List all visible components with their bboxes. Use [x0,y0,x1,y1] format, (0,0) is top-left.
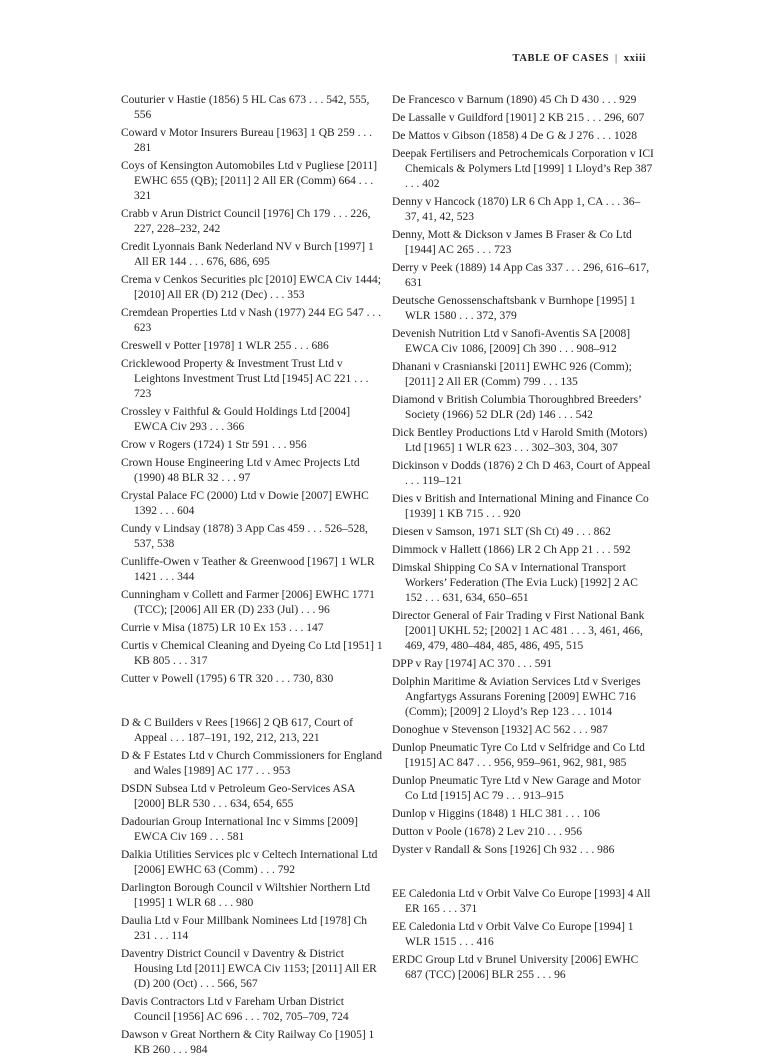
case-entry: Dimmock v Hallett (1866) LR 2 Ch App 21 . . . 592 [392,544,631,556]
case-entry: Derry v Peek (1889) 14 App Cas 337 . . . 296, 616–617, 631 [392,262,650,289]
case-entry: De Mattos v Gibson (1858) 4 De G & J 276 . . . 1028 [392,130,637,142]
case-entry: Cundy v Lindsay (1878) 3 App Cas 459 . . . 526–528, 537, 538 [121,523,368,550]
case-entry: Denny v Hancock (1870) LR 6 Ch App 1, CA . . . 36–37, 41, 42, 523 [392,196,641,223]
section-gap [392,861,654,887]
section-gap [121,690,383,716]
case-entry: Dyster v Randall & Sons [1926] Ch 932 . . . 986 [392,844,615,856]
case-entry: Crown House Engineering Ltd v Amec Projects Ltd (1990) 48 BLR 32 . . . 97 [121,457,360,484]
case-entry: Creswell v Potter [1978] 1 WLR 255 . . . 686 [121,340,329,352]
case-entry: Dawson v Great Northern & City Railway Co [1905] 1 KB 260 . . . 984 [121,1029,375,1056]
case-entry: Curtis v Chemical Cleaning and Dyeing Co Ltd [1951] 1 KB 805 . . . 317 [121,640,383,667]
case-entry: Crossley v Faithful & Gould Holdings Ltd [2004] EWCA Civ 293 . . . 366 [121,406,351,433]
case-entry: EE Caledonia Ltd v Orbit Valve Co Europe [1994] 1 WLR 1515 . . . 416 [392,921,634,948]
case-entry: Crabb v Arun District Council [1976] Ch 179 . . . 226, 227, 228–232, 242 [121,208,371,235]
case-entry: Daulia Ltd v Four Millbank Nominees Ltd [1978] Ch 231 . . . 114 [121,915,367,942]
case-entry: Davis Contractors Ltd v Fareham Urban District Council [1956] AC 696 . . . 702, 705–709, 724 [121,996,349,1023]
case-entry: Cutter v Powell (1795) 6 TR 320 . . . 730, 830 [121,673,334,685]
case-entry: Cunningham v Collett and Farmer [2006] EWHC 1771 (TCC); [2006] All ER (D) 233 (Jul) . . . 96 [121,589,375,616]
case-entry: Dunlop Pneumatic Tyre Co Ltd v Selfridge and Co Ltd [1915] AC 847 . . . 956, 959–961, 962, 981, 985 [392,742,645,769]
case-entry: Dalkia Utilities Services plc v Celtech International Ltd [2006] EWHC 63 (Comm) . . . 792 [121,849,378,876]
case-entry: Dies v British and International Mining and Finance Co [1939] 1 KB 715 . . . 920 [392,493,649,520]
case-entry: Dhanani v Crasnianski [2011] EWHC 926 (Comm); [2011] 2 All ER (Comm) 799 . . . 135 [392,361,632,388]
case-entry: D & F Estates Ltd v Church Commissioners for England and Wales [1989] AC 177 . . . 953 [121,750,382,777]
case-entry: Denny, Mott & Dickson v James B Fraser & Co Ltd [1944] AC 265 . . . 723 [392,229,632,256]
case-entry: Devenish Nutrition Ltd v Sanofi-Aventis SA [2008] EWCA Civ 1086, [2009] Ch 390 . . . 908–912 [392,328,631,355]
case-entry: Cunliffe-Owen v Teather & Greenwood [1967] 1 WLR 1421 . . . 344 [121,556,375,583]
case-entry: De Lassalle v Guildford [1901] 2 KB 215 . . . 296, 607 [392,112,645,124]
case-entry: Coward v Motor Insurers Bureau [1963] 1 QB 259 . . . 281 [121,127,373,154]
case-entry: De Francesco v Barnum (1890) 45 Ch D 430 . . . 929 [392,94,637,106]
page-number: xxiii [623,53,646,64]
case-entry: Dickinson v Dodds (1876) 2 Ch D 463, Court of Appeal . . . 119–121 [392,460,651,487]
case-entry: ERDC Group Ltd v Brunel University [2006] EWHC 687 (TCC) [2006] BLR 255 . . . 96 [392,954,639,981]
case-entry: Crystal Palace FC (2000) Ltd v Dowie [2007] EWHC 1392 . . . 604 [121,490,369,517]
case-entry: Donoghue v Stevenson [1932] AC 562 . . . 987 [392,724,608,736]
case-entry: Dimskal Shipping Co SA v International Transport Workers’ Federation (The Evia Luck) [1992] 2 AC 152 . . . 631, 634, 650–651 [392,562,638,604]
header-title: TABLE OF CASES [512,53,610,64]
case-entry: Daventry District Council v Daventry & District Housing Ltd [2011] EWCA Civ 1153; [2011] All ER (D) 200 (Oct) . . . 566, 567 [121,948,377,990]
case-entry: Dunlop Pneumatic Tyre Ltd v New Garage and Motor Co Ltd [1915] AC 79 . . . 913–915 [392,775,641,802]
case-entry: Director General of Fair Trading v First National Bank [2001] UKHL 52; [2002] 1 AC 481 . . . 3, 461, 466, 469, 479, 480–484, 485, 486, 495, 515 [392,610,645,652]
case-entry: Dunlop v Higgins (1848) 1 HLC 381 . . . 106 [392,808,600,820]
header-separator: | [615,53,618,64]
case-entry: Dutton v Poole (1678) 2 Lev 210 . . . 956 [392,826,583,838]
case-entry: Crema v Cenkos Securities plc [2010] EWCA Civ 1444; [2010] All ER (D) 212 (Dec) . . . 353 [121,274,381,301]
case-entry: Dolphin Maritime & Aviation Services Ltd v Sveriges Angfartygs Assurans Forening [2009] EWHC 716 (Comm); [2009] 2 Lloyd’s Rep 123 . . . 1014 [392,676,641,718]
case-entry: DPP v Ray [1974] AC 370 . . . 591 [392,658,552,670]
case-entry: Deepak Fertilisers and Petrochemicals Corporation v ICI Chemicals & Polymers Ltd [1999] 1 Lloyd’s Rep 387 . . . 402 [392,148,654,190]
case-entry: DSDN Subsea Ltd v Petroleum Geo-Services ASA [2000] BLR 530 . . . 634, 654, 655 [121,783,355,810]
case-entry: Couturier v Hastie (1856) 5 HL Cas 673 . . . 542, 555, 556 [121,94,370,121]
case-entry: Cricklewood Property & Investment Trust Ltd v Leightons Investment Trust Ltd [1945] AC 221 . . . 723 [121,358,369,400]
case-entry: Dadourian Group International Inc v Simms [2009] EWCA Civ 169 . . . 581 [121,816,358,843]
case-entry: EE Caledonia Ltd v Orbit Valve Co Europe [1993] 4 All ER 165 . . . 371 [392,888,651,915]
right-column [392,93,654,986]
case-entry: Dick Bentley Productions Ltd v Harold Smith (Motors) Ltd [1965] 1 WLR 623 . . . 302–303, 304, 307 [392,427,648,454]
left-column [121,93,383,1061]
case-entry: Darlington Borough Council v Wiltshier Northern Ltd [1995] 1 WLR 68 . . . 980 [121,882,371,909]
case-entry: Deutsche Genossenschaftsbank v Burnhope [1995] 1 WLR 1580 . . . 372, 379 [392,295,636,322]
case-entry: Currie v Misa (1875) LR 10 Ex 153 . . . 147 [121,622,324,634]
case-entry: Cremdean Properties Ltd v Nash (1977) 244 EG 547 . . . 623 [121,307,381,334]
case-entry: Coys of Kensington Automobiles Ltd v Pugliese [2011] EWHC 655 (QB); [2011] 2 All ER (Comm) 664 . . . 321 [121,160,378,202]
case-entry: Credit Lyonnais Bank Nederland NV v Burch [1997] 1 All ER 144 . . . 676, 686, 695 [121,241,374,268]
case-entry: D & C Builders v Rees [1966] 2 QB 617, Court of Appeal . . . 187–191, 192, 212, 213, 221 [121,717,353,744]
case-entry: Diesen v Samson, 1971 SLT (Sh Ct) 49 . . . 862 [392,526,611,538]
running-header [513,53,646,64]
case-entry: Diamond v British Columbia Thoroughbred Breeders’ Society (1966) 52 DLR (2d) 146 . . . 542 [392,394,642,421]
case-entry: Crow v Rogers (1724) 1 Str 591 . . . 956 [121,439,307,451]
